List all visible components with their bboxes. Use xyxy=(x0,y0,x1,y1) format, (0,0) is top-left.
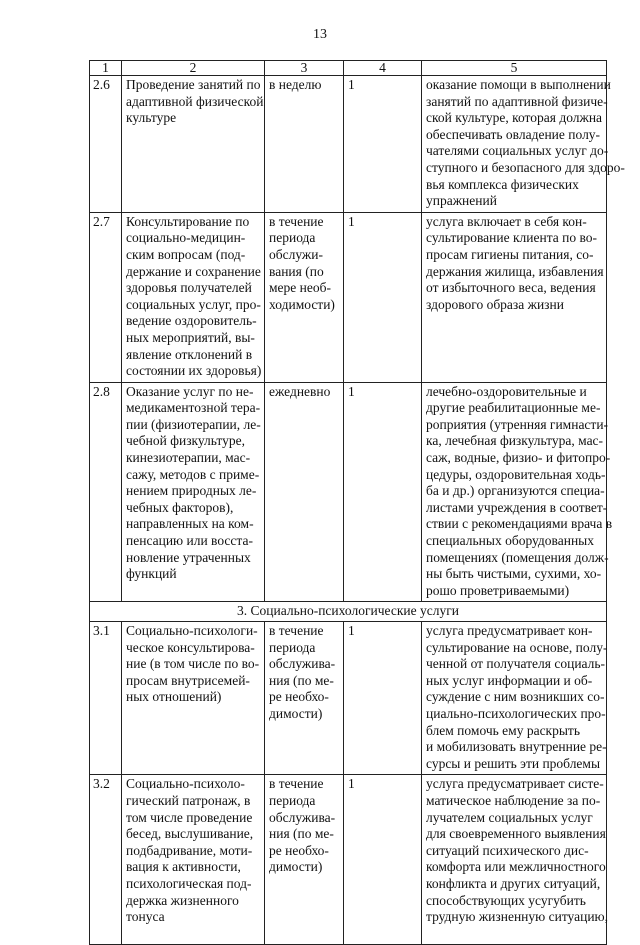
cell-line: чебной физкультуре, xyxy=(126,433,246,449)
service-quantity: 1 xyxy=(344,76,422,213)
cell-line: услуга предусматривает кон- xyxy=(426,623,593,638)
service-period xyxy=(265,775,344,945)
table-row xyxy=(90,382,607,602)
header-row xyxy=(90,61,607,76)
service-quantity: 1 xyxy=(344,212,422,382)
cell-line: ния (по ме- xyxy=(269,672,334,688)
service-description xyxy=(422,622,607,775)
table-row xyxy=(90,775,607,945)
service-period xyxy=(265,76,344,213)
cell-line: ежедневно xyxy=(269,383,331,399)
cell-line: ческое консультирова- xyxy=(126,639,255,655)
cell-line: рошо проветриваемыми) xyxy=(426,582,570,598)
cell-line: здоровья получателей xyxy=(126,280,252,296)
row-number: 2.8 xyxy=(90,382,122,602)
cell-line: блем помочь ему раскрыть xyxy=(426,722,580,738)
cell-line: чателями социальных услуг до- xyxy=(426,143,609,159)
cell-line: кинезиотерапии, мас- xyxy=(126,450,251,466)
cell-line: трудную жизненную ситуацию, xyxy=(426,909,609,925)
cell-line: периода xyxy=(269,230,316,246)
service-quantity: 1 xyxy=(344,775,422,945)
cell-line: держание и сохранение xyxy=(126,263,261,279)
cell-line: том числе проведение xyxy=(126,809,253,825)
cell-line: сурсы и решить эти проблемы xyxy=(426,755,601,771)
service-name xyxy=(122,622,265,775)
cell-line: ченной от получателя социаль- xyxy=(426,656,606,672)
column-header: 5 xyxy=(422,61,607,76)
column-header: 3 xyxy=(265,61,344,76)
column-header: 4 xyxy=(344,61,422,76)
row-number: 2.7 xyxy=(90,212,122,382)
cell-line: культуре xyxy=(126,110,177,126)
cell-line: оказание помощи в выполнении xyxy=(426,77,611,92)
cell-line: в течение xyxy=(269,623,324,638)
cell-line: держка жизненного xyxy=(126,892,239,908)
table-row xyxy=(90,212,607,382)
row-number: 3.1 xyxy=(90,622,122,775)
cell-line: здорового образа жизни xyxy=(426,296,564,312)
cell-line: медикаментозной тера- xyxy=(126,400,261,416)
cell-line: состоянии их здоровья) xyxy=(126,363,262,379)
cell-line: Оказание услуг по не- xyxy=(126,383,254,399)
cell-line: ре необхо- xyxy=(269,842,329,858)
cell-line: гический патронаж, в xyxy=(126,792,251,808)
table-row xyxy=(90,76,607,213)
cell-line: обслужива- xyxy=(269,809,336,825)
cell-line: цедуры, оздоровительная ходь- xyxy=(426,466,606,482)
service-description xyxy=(422,382,613,602)
service-name xyxy=(122,212,265,382)
cell-line: комфорта или межличностного xyxy=(426,859,606,875)
service-description xyxy=(422,76,625,213)
service-description xyxy=(422,775,607,945)
cell-line: обеспечивать овладение полу- xyxy=(426,126,601,142)
cell-line: ба и др.) организуются специа- xyxy=(426,483,605,499)
cell-line: сажу, методов с приме- xyxy=(126,466,260,482)
service-description xyxy=(422,212,607,382)
cell-line: специальных оборудованных xyxy=(426,533,594,549)
section-title: 3. Социально-психологические услуги xyxy=(90,602,607,622)
cell-line: ние (в том числе по во- xyxy=(126,656,260,672)
service-name xyxy=(122,775,265,945)
cell-line: ре необхо- xyxy=(269,689,329,705)
cell-line: чебных факторов), xyxy=(126,499,234,515)
cell-line: упражнений xyxy=(426,193,497,209)
cell-line: явление отклонений в xyxy=(126,346,253,362)
cell-line: вания (по xyxy=(269,263,324,279)
cell-line: ны быть чистыми, сухими, хо- xyxy=(426,566,602,582)
cell-line: конфликта и других ситуаций, xyxy=(426,875,601,891)
cell-line: периода xyxy=(269,792,316,808)
column-header: 1 xyxy=(90,61,122,76)
cell-line: помещениях (помещения долж- xyxy=(426,549,609,565)
cell-line: социальных услуг, про- xyxy=(126,296,261,312)
cell-line: другие реабилитационные ме- xyxy=(426,400,601,416)
cell-line: саж, водные, физио- и фитопро- xyxy=(426,450,611,466)
service-name xyxy=(122,382,265,602)
row-number: 3.2 xyxy=(90,775,122,945)
table-body xyxy=(90,60,625,945)
cell-line: ных услуг информации и об- xyxy=(426,672,593,688)
cell-line: функций xyxy=(126,566,177,582)
cell-line: ступного и безопасного для здоро- xyxy=(426,159,625,175)
service-name xyxy=(122,76,265,213)
cell-line: адаптивной физической xyxy=(126,93,264,109)
cell-line: ния (по ме- xyxy=(269,826,334,842)
cell-line: в течение xyxy=(269,776,324,792)
cell-line: матическое наблюдение за по- xyxy=(426,792,601,808)
cell-line: и мобилизовать внутренние ре- xyxy=(426,739,607,755)
cell-line: суждение с ним возникших со- xyxy=(426,689,605,705)
cell-line: вья комплекса физических xyxy=(426,176,579,192)
cell-line: димости) xyxy=(269,705,323,721)
cell-line: роприятия (утренняя гимнасти- xyxy=(426,416,609,432)
cell-line: ской культуре, которая должна xyxy=(426,110,603,126)
cell-line: ных отношений) xyxy=(126,689,222,705)
cell-line: для своевременного выявления xyxy=(426,826,606,842)
cell-line: в течение xyxy=(269,213,324,229)
cell-line: вация к активности, xyxy=(126,859,241,875)
page-number: 13 xyxy=(313,27,327,42)
services-table xyxy=(89,60,625,945)
cell-line: сультирование клиента по во- xyxy=(426,230,598,246)
cell-line: сультирование на основе, полу- xyxy=(426,639,608,655)
cell-line: от избыточного веса, ведения xyxy=(426,280,596,296)
service-period xyxy=(265,622,344,775)
cell-line: психологическая под- xyxy=(126,875,252,891)
cell-line: обслужива- xyxy=(269,656,336,672)
cell-line: циально-психологических про- xyxy=(426,705,606,721)
cell-line: направленных на ком- xyxy=(126,516,254,532)
cell-line: в неделю xyxy=(269,77,322,92)
cell-line: услуга предусматривает систе- xyxy=(426,776,604,792)
column-header: 2 xyxy=(122,61,265,76)
cell-line: ведение оздоровитель- xyxy=(126,313,257,329)
cell-line: Проведение занятий по xyxy=(126,77,261,92)
cell-line: подбадривание, моти- xyxy=(126,842,253,858)
service-period xyxy=(265,382,344,602)
row-number: 2.6 xyxy=(90,76,122,213)
cell-line: Консультирование по xyxy=(126,213,250,229)
cell-line: обслужи- xyxy=(269,246,323,262)
cell-line: социально-медицин- xyxy=(126,230,246,246)
cell-line: занятий по адаптивной физиче- xyxy=(426,93,608,109)
cell-line: димости) xyxy=(269,859,323,875)
cell-line: периода xyxy=(269,639,316,655)
cell-line: пии (физиотерапии, ле- xyxy=(126,416,261,432)
section-row xyxy=(90,602,607,622)
cell-line: новление утраченных xyxy=(126,549,251,565)
cell-line: ходимости) xyxy=(269,296,335,312)
service-period xyxy=(265,212,344,382)
service-quantity: 1 xyxy=(344,622,422,775)
cell-line: услуга включает в себя кон- xyxy=(426,213,587,229)
cell-line: просам гигиены питания, со- xyxy=(426,246,594,262)
cell-line: тонуса xyxy=(126,909,165,925)
cell-line: Социально-психологи- xyxy=(126,623,258,638)
service-quantity: 1 xyxy=(344,382,422,602)
cell-line: просам внутрисемей- xyxy=(126,672,250,688)
cell-line: бесед, выслушивание, xyxy=(126,826,254,842)
cell-line: держания жилища, избавления xyxy=(426,263,604,279)
cell-line: пенсацию или восста- xyxy=(126,533,253,549)
cell-line: лечебно-оздоровительные и xyxy=(426,383,587,399)
cell-line: ствии с рекомендациями врача в xyxy=(426,516,613,532)
cell-line: листами учреждения в соответ- xyxy=(426,499,608,515)
table-row xyxy=(90,622,607,775)
cell-line: мере необ- xyxy=(269,280,331,296)
cell-line: Социально-психоло- xyxy=(126,776,245,792)
cell-line: способствующих усугубить xyxy=(426,892,586,908)
cell-line: ка, лечебная физкультура, мас- xyxy=(426,433,604,449)
cell-line: ситуаций психического дис- xyxy=(426,842,589,858)
cell-line: нением природных ле- xyxy=(126,483,257,499)
cell-line: ским вопросам (под- xyxy=(126,246,246,262)
cell-line: ных мероприятий, вы- xyxy=(126,329,255,345)
cell-line: лучателем социальных услуг xyxy=(426,809,593,825)
